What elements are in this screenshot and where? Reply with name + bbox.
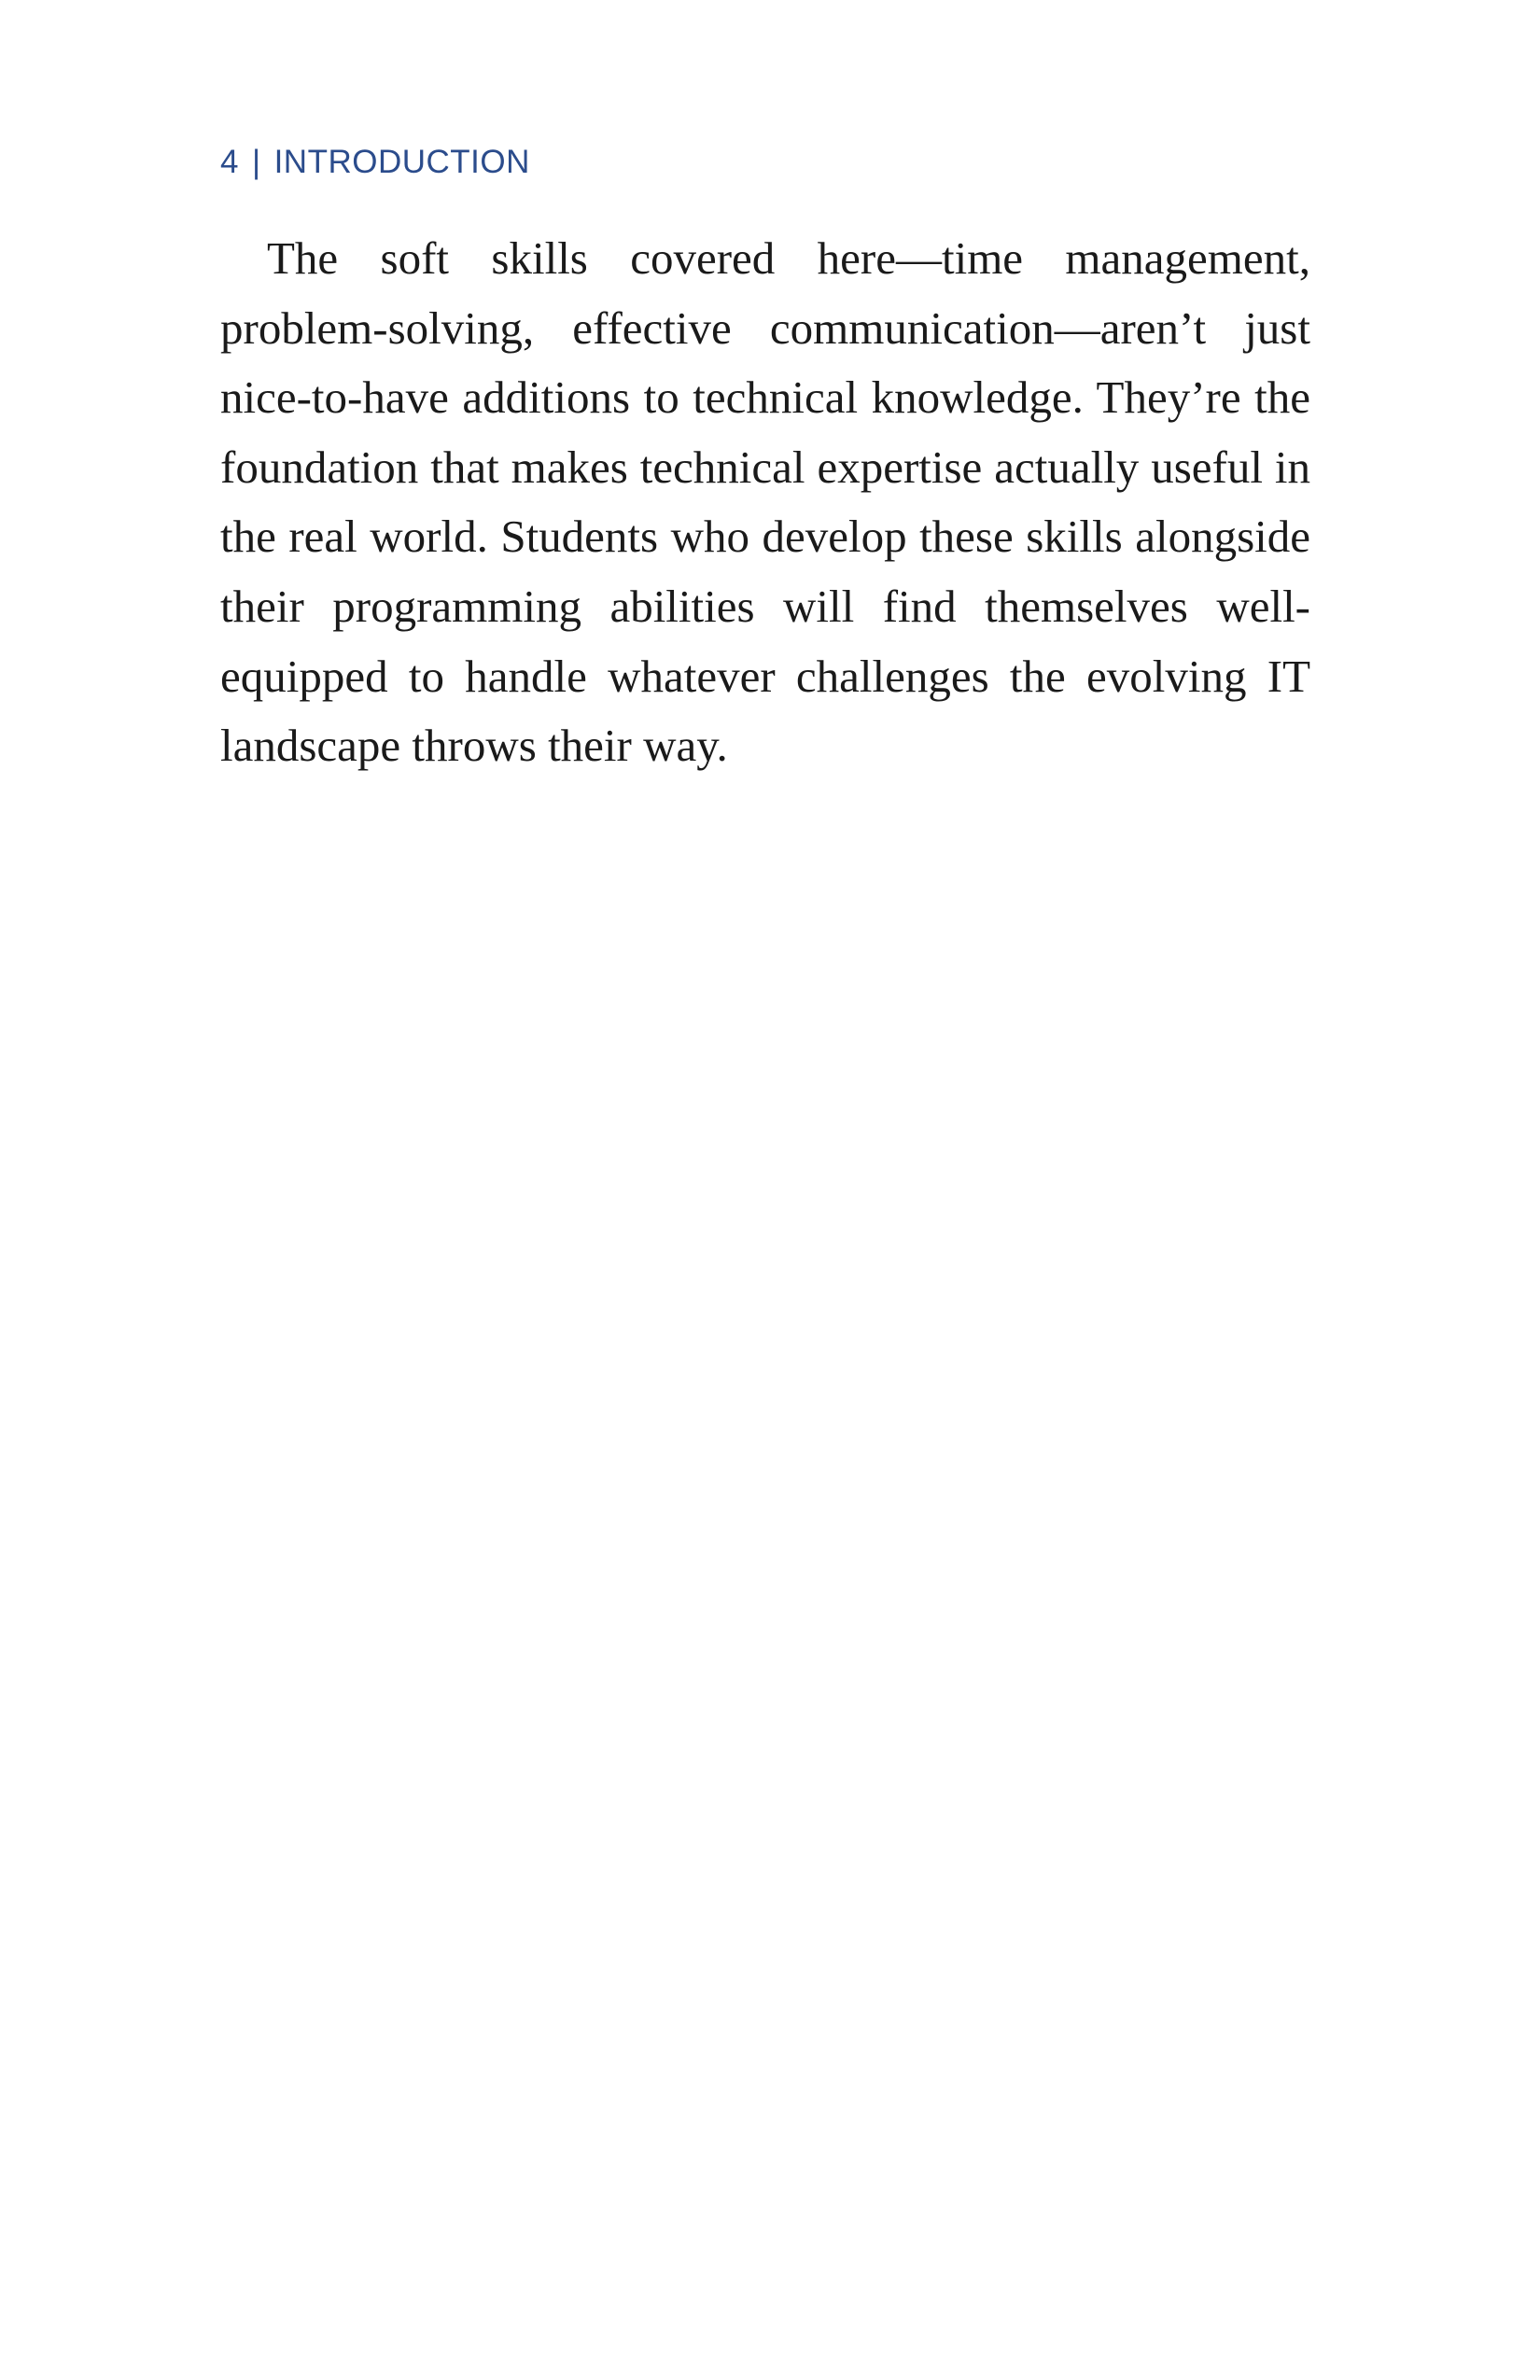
running-header	[220, 144, 530, 181]
section-title: INTRODUCTION	[273, 144, 530, 180]
body-paragraph: The soft skills covered here—time management, problem-solving, effective communication—aren’t just nice-to-have additions to technical knowledge. They’re the foundation that makes technical expertise actually useful in the real world. Students who develop these skills alongside their programming abilities will find themselves well-equipped to handle whatever challenges the evolving IT landscape throws their way.	[220, 232, 1310, 772]
header-separator: |	[251, 144, 261, 180]
page-number: 4	[220, 144, 239, 180]
